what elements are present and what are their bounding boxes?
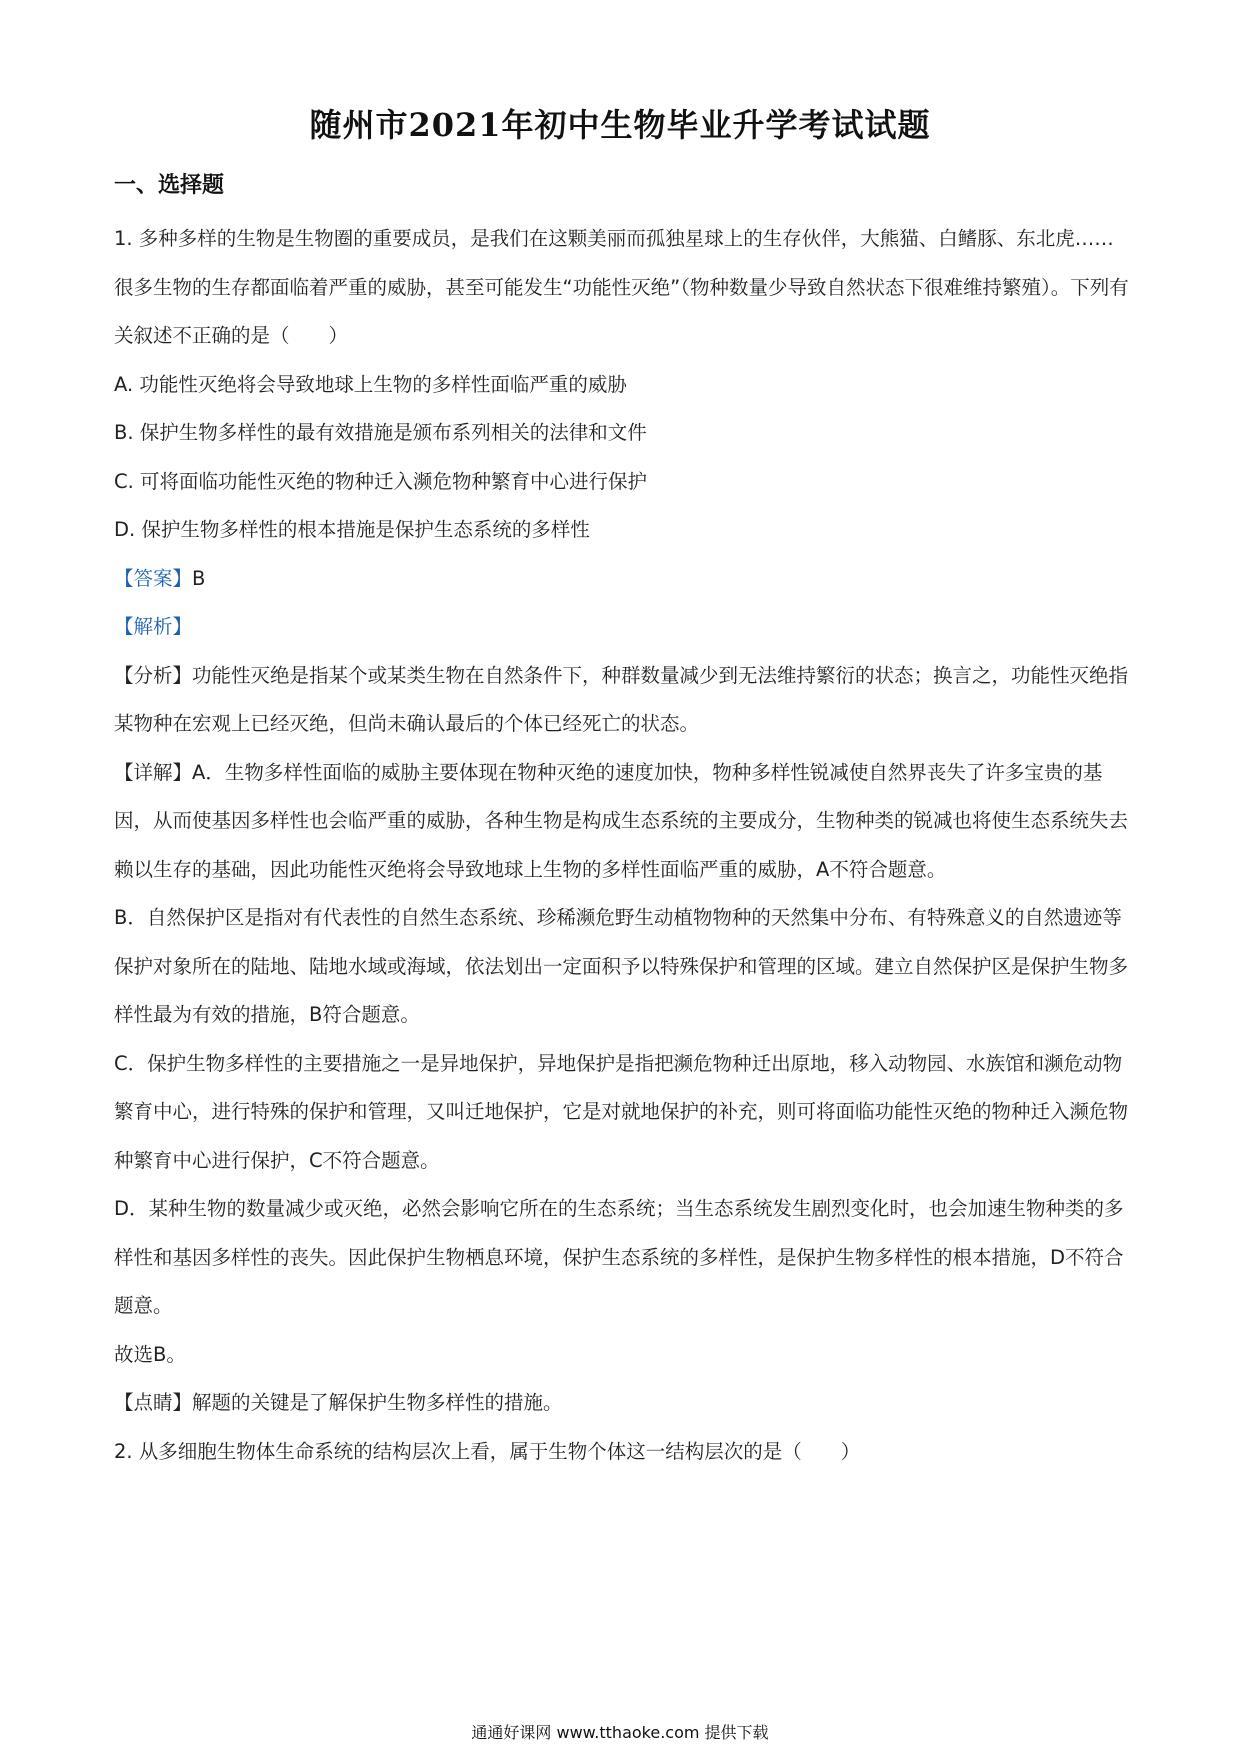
conclusion-line: 故选B。 — [114, 1342, 186, 1366]
section-heading: 一、选择题 — [114, 173, 225, 198]
page-footer: 通通好课网 www.tthaoke.com 提供下载 — [471, 1723, 769, 1742]
xiangjie-c-paragraph: C．保护生物多样性的主要措施之一是异地保护，异地保护是指把濒危物种迁出原地，移入动物园、水族馆和濒危动物繁育中心，进行特殊的保护和管理，又叫迁地保护，它是对就地保护的补充，则可将面临功能性灭绝的物种迁入濒危物种繁育中心进行保护，C不符合题意。 — [114, 1051, 1129, 1172]
dianjing-line: 【点睛】解题的关键是了解保护生物多样性的措施。 — [114, 1391, 563, 1414]
xiangjie-d-paragraph: D．某种生物的数量减少或灭绝，必然会影响它所在的生态系统；当生态系统发生剧烈变化时，也会加速生物种类的多样性和基因多样性的丧失。因此保护生物栖息环境，保护生态系统的多样性，是保护生物多样性的根本措施，D不符合题意。 — [114, 1197, 1124, 1317]
option-c: C. 可将面临功能性灭绝的物种迁入濒危物种繁育中心进行保护 — [114, 469, 648, 493]
option-b: B. 保护生物多样性的最有效措施是颁布系列相关的法律和文件 — [114, 421, 647, 444]
analysis-tag: 【解析】 — [114, 615, 193, 638]
question-2-stem: 2. 从多细胞生物体生命系统的结构层次上看，属于生物个体这一结构层次的是（ ） — [114, 1439, 861, 1463]
xiangjie-b-paragraph: B．自然保护区是指对有代表性的自然生态系统、珍稀濒危野生动植物物种的天然集中分布、有特殊意义的自然遗迹等保护对象所在的陆地、陆地水域或海域，依法划出一定面积予以特殊保护和管理的区域。建立自然保护区是保护生物多样性最为有效的措施，B符合题意。 — [114, 906, 1129, 1026]
question-content — [114, 215, 1132, 1476]
fenxi-paragraph: 【分析】功能性灭绝是指某个或某类生物在自然条件下，种群数量减少到无法维持繁衍的状态；换言之，功能性灭绝指某物种在宏观上已经灭绝，但尚未确认最后的个体已经死亡的状态。 — [114, 663, 1129, 735]
analysis-line — [114, 603, 1132, 652]
option-a: A. 功能性灭绝将会导致地球上生物的多样性面临严重的威胁 — [114, 372, 627, 396]
answer-line — [114, 555, 1132, 604]
option-d: D. 保护生物多样性的根本措施是保护生态系统的多样性 — [114, 518, 590, 541]
answer-tag: 【答案】 — [114, 566, 193, 590]
xiangjie-a-paragraph: 【详解】A．生物多样性面临的威胁主要体现在物种灭绝的速度加快，物种多样性锐减使自然界丧失了许多宝贵的基因，从而使基因多样性也会临严重的威胁，各种生物是构成生态系统的主要成分，生物种类的锐减也将使生态系统失去赖以生存的基础，因此功能性灭绝将会导致地球上生物的多样性面临严重的威胁，A不符合题意。 — [114, 760, 1129, 881]
answer-value: B — [192, 566, 206, 590]
page-title: 随州市2021年初中生物毕业升学考试试题 — [309, 106, 931, 144]
question-1-stem: 1. 多种多样的生物是生物圈的重要成员，是我们在这颗美丽而孤独星球上的生存伙伴，大熊猫、白鳍豚、东北虎……很多生物的生存都面临着严重的威胁，甚至可能发生“功能性灭绝”（物种数量少导致自然状态下很难维持繁殖）。下列有关叙述不正确的是（ ） — [114, 227, 1129, 347]
